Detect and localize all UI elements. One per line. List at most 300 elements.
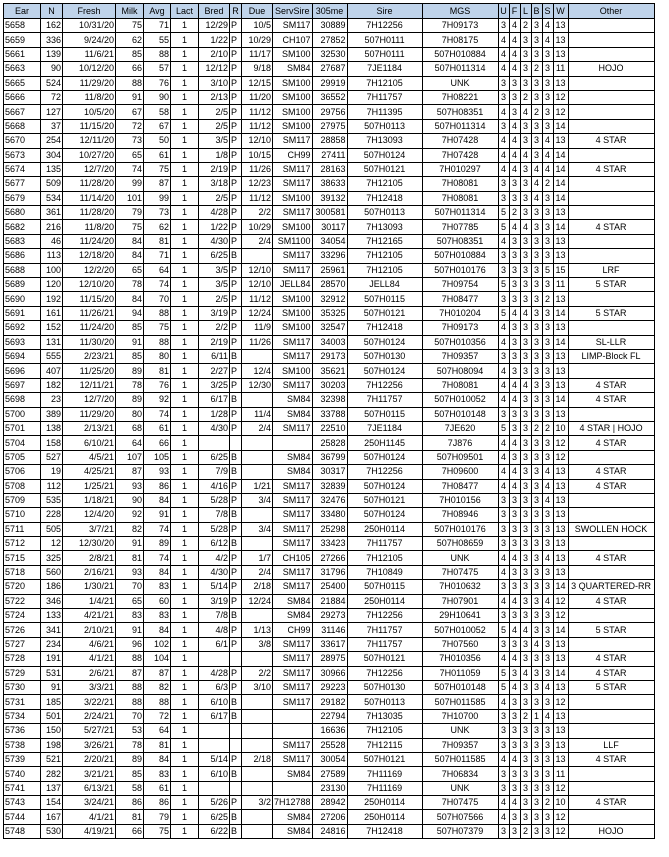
table-cell: 29182 xyxy=(312,695,347,709)
table-cell: 12 xyxy=(553,450,568,464)
table-cell: SM100 xyxy=(273,119,313,133)
table-cell: 35621 xyxy=(312,364,347,378)
table-cell: 7H12256 xyxy=(347,378,422,392)
table-cell: 14 xyxy=(553,623,568,637)
table-cell: SM117 xyxy=(273,752,313,766)
table-cell: SM117 xyxy=(273,652,313,666)
table-cell: 4/1/21 xyxy=(63,652,116,666)
table-cell: 4 xyxy=(498,335,509,349)
table-cell: 7H010632 xyxy=(422,580,498,594)
table-cell: 4 STAR xyxy=(568,220,654,234)
table-cell: 5715 xyxy=(4,551,41,565)
table-row xyxy=(4,551,655,565)
table-cell: 7H08477 xyxy=(422,292,498,306)
table-cell: 4 xyxy=(542,134,553,148)
table-cell: 27266 xyxy=(312,551,347,565)
table-cell: 13 xyxy=(553,19,568,33)
table-cell: 162 xyxy=(41,19,63,33)
table-cell xyxy=(273,709,313,723)
table-cell: 13 xyxy=(553,637,568,651)
table-cell: 5711 xyxy=(4,522,41,536)
table-cell: 3 xyxy=(520,493,531,507)
table-cell: 4/30 xyxy=(199,565,230,579)
table-cell xyxy=(242,709,273,723)
table-cell: 13 xyxy=(553,709,568,723)
table-cell: 3 xyxy=(542,537,553,551)
table-cell: 3 xyxy=(531,249,542,263)
table-cell: 4 xyxy=(509,796,520,810)
table-cell: 5728 xyxy=(4,652,41,666)
table-cell: 3 xyxy=(520,551,531,565)
table-cell: 138 xyxy=(41,421,63,435)
table-row xyxy=(4,479,655,493)
table-cell: 3 xyxy=(531,781,542,795)
table-cell: 1 xyxy=(171,378,199,392)
table-cell: 154 xyxy=(41,796,63,810)
table-cell: 3 xyxy=(520,738,531,752)
table-cell: 3 xyxy=(498,508,509,522)
table-cell: 3 xyxy=(531,695,542,709)
table-cell: 1 xyxy=(171,695,199,709)
table-cell: 7/8 xyxy=(199,609,230,623)
table-cell: 12/10 xyxy=(242,134,273,148)
table-cell: 61 xyxy=(144,421,171,435)
table-cell: 560 xyxy=(41,565,63,579)
table-cell: 3 xyxy=(498,767,509,781)
table-cell: 5 STAR xyxy=(568,278,654,292)
table-cell: 2/19 xyxy=(199,335,230,349)
table-cell: 12/12 xyxy=(199,62,230,76)
table-cell: 3 xyxy=(498,263,509,277)
table-row xyxy=(4,680,655,694)
table-cell: 5698 xyxy=(4,393,41,407)
table-cell: 1 xyxy=(171,335,199,349)
table-cell: 84 xyxy=(144,623,171,637)
table-cell: 93 xyxy=(144,465,171,479)
table-cell: 83 xyxy=(144,767,171,781)
table-cell: 14 xyxy=(553,119,568,133)
table-cell: 3 xyxy=(531,364,542,378)
table-cell: 84 xyxy=(144,565,171,579)
table-cell: 4 xyxy=(509,680,520,694)
table-row xyxy=(4,349,655,363)
table-cell: 3 xyxy=(498,709,509,723)
table-row xyxy=(4,206,655,220)
table-cell: 3 xyxy=(520,119,531,133)
table-cell: 3 xyxy=(542,119,553,133)
table-cell: 7H11757 xyxy=(347,637,422,651)
table-cell: 3 xyxy=(520,62,531,76)
table-cell xyxy=(242,349,273,363)
table-cell: 11/15/20 xyxy=(63,119,116,133)
table-cell xyxy=(568,206,654,220)
table-cell: 507H07379 xyxy=(422,824,498,838)
table-cell: 4/2 xyxy=(199,551,230,565)
table-cell: 3 xyxy=(498,349,509,363)
table-cell: 5667 xyxy=(4,105,41,119)
table-cell: 66 xyxy=(116,824,144,838)
table-cell: 58 xyxy=(116,781,144,795)
table-cell: 4 xyxy=(498,393,509,407)
table-cell: 507H0113 xyxy=(347,695,422,709)
table-cell: 3 xyxy=(542,824,553,838)
table-cell: SM117 xyxy=(273,637,313,651)
table-cell: 3 xyxy=(498,724,509,738)
table-cell xyxy=(568,709,654,723)
table-cell: 3 xyxy=(531,565,542,579)
table-cell: 11/26/21 xyxy=(63,306,116,320)
table-cell: 3 xyxy=(520,680,531,694)
table-cell: 90 xyxy=(41,62,63,76)
table-cell: 4 xyxy=(498,105,509,119)
table-cell: 11 xyxy=(553,767,568,781)
table-cell: 84 xyxy=(144,752,171,766)
table-cell: 10 xyxy=(553,421,568,435)
table-cell: 6/22 xyxy=(199,824,230,838)
table-cell: 73 xyxy=(144,206,171,220)
table-cell: SM117 xyxy=(273,177,313,191)
table-cell: 4 xyxy=(509,752,520,766)
table-cell xyxy=(273,781,313,795)
table-cell: 2/27 xyxy=(199,364,230,378)
table-cell xyxy=(568,292,654,306)
table-cell: 82 xyxy=(144,680,171,694)
table-cell: 4 xyxy=(498,436,509,450)
table-cell: 3 xyxy=(509,450,520,464)
table-cell: 3 xyxy=(520,537,531,551)
table-cell: 6/13/21 xyxy=(63,781,116,795)
table-cell: 3/5 xyxy=(199,278,230,292)
table-cell: SM117 xyxy=(273,249,313,263)
table-cell: 11/6/21 xyxy=(63,47,116,61)
table-cell: P xyxy=(230,680,242,694)
table-cell: 3 xyxy=(542,609,553,623)
table-cell: 7H13093 xyxy=(347,134,422,148)
table-cell: 3 xyxy=(542,450,553,464)
table-cell: 5677 xyxy=(4,177,41,191)
table-cell: 4 xyxy=(498,62,509,76)
table-cell: 3 xyxy=(542,62,553,76)
table-cell: 507H0121 xyxy=(347,752,422,766)
table-cell: 1 xyxy=(171,76,199,90)
table-cell: 5694 xyxy=(4,349,41,363)
table-row xyxy=(4,148,655,162)
table-cell: 12/24 xyxy=(242,594,273,608)
table-cell: 1 xyxy=(171,709,199,723)
table-cell: 3 xyxy=(509,364,520,378)
table-cell: 4 xyxy=(498,378,509,392)
table-cell: 7H09173 xyxy=(422,321,498,335)
table-cell: 7H07785 xyxy=(422,220,498,234)
table-cell: SM117 xyxy=(273,421,313,435)
table-cell: 4/30 xyxy=(199,234,230,248)
table-cell: 1 xyxy=(171,33,199,47)
table-row xyxy=(4,47,655,61)
table-cell: 3 xyxy=(531,810,542,824)
table-cell: 11/12 xyxy=(242,119,273,133)
table-cell: 7H10700 xyxy=(422,709,498,723)
table-cell: 5 xyxy=(498,306,509,320)
table-cell: UNK xyxy=(422,76,498,90)
table-cell: 12/7/20 xyxy=(63,162,116,176)
table-cell: P xyxy=(230,364,242,378)
table-cell: 3 xyxy=(542,652,553,666)
table-cell: 30054 xyxy=(312,752,347,766)
table-cell: 3 xyxy=(542,306,553,320)
table-cell: 91 xyxy=(116,537,144,551)
table-cell: 3 xyxy=(542,206,553,220)
table-cell: 70 xyxy=(116,580,144,594)
table-cell: 152 xyxy=(41,321,63,335)
table-cell: 4 xyxy=(498,465,509,479)
table-cell: 71 xyxy=(144,249,171,263)
table-cell: 6/3 xyxy=(199,680,230,694)
table-cell: P xyxy=(230,335,242,349)
table-cell: 12 xyxy=(41,537,63,551)
table-cell: 3/5 xyxy=(199,134,230,148)
table-cell: 28942 xyxy=(312,796,347,810)
table-cell: 234 xyxy=(41,637,63,651)
table-cell: 7H06834 xyxy=(422,767,498,781)
table-cell: 3 xyxy=(498,637,509,651)
table-cell: 13 xyxy=(553,206,568,220)
table-cell: 3 xyxy=(542,565,553,579)
table-row xyxy=(4,364,655,378)
table-cell: P xyxy=(230,19,242,33)
table-cell: 3 xyxy=(531,292,542,306)
table-cell: 5 xyxy=(498,623,509,637)
table-cell: 507H0113 xyxy=(347,119,422,133)
table-cell: 86 xyxy=(144,479,171,493)
column-header: B xyxy=(531,4,542,19)
table-cell: 3 xyxy=(520,565,531,579)
table-cell: 74 xyxy=(144,407,171,421)
table-cell: 87 xyxy=(144,177,171,191)
table-cell: 67 xyxy=(144,119,171,133)
table-cell: 1 xyxy=(171,62,199,76)
table-cell: 13 xyxy=(553,292,568,306)
table-row xyxy=(4,263,655,277)
table-cell: 12/4 xyxy=(242,364,273,378)
table-cell xyxy=(230,652,242,666)
table-cell: 1 xyxy=(171,148,199,162)
table-body xyxy=(4,19,655,839)
table-row xyxy=(4,249,655,263)
table-cell: 4/28 xyxy=(199,666,230,680)
table-cell: 91 xyxy=(116,335,144,349)
table-cell: 65 xyxy=(116,594,144,608)
table-cell: 5727 xyxy=(4,637,41,651)
table-cell: 524 xyxy=(41,76,63,90)
table-cell xyxy=(242,810,273,824)
table-cell: 1 xyxy=(171,206,199,220)
table-cell: 10/29 xyxy=(242,220,273,234)
table-cell: 2/2 xyxy=(242,666,273,680)
table-cell: P xyxy=(230,306,242,320)
table-cell: 12 xyxy=(553,810,568,824)
table-cell: 1 xyxy=(531,709,542,723)
table-cell: 87 xyxy=(116,666,144,680)
table-cell: 250H0114 xyxy=(347,810,422,824)
table-cell: 2/24/21 xyxy=(63,709,116,723)
table-cell: 6/10/21 xyxy=(63,436,116,450)
table-cell: 12/30 xyxy=(242,378,273,392)
table-cell: 25528 xyxy=(312,738,347,752)
table-cell: 79 xyxy=(144,810,171,824)
table-cell: 3 xyxy=(520,796,531,810)
table-cell: P xyxy=(230,796,242,810)
table-cell: 5665 xyxy=(4,76,41,90)
table-cell: 7/8 xyxy=(199,508,230,522)
table-row xyxy=(4,522,655,536)
table-cell: 1 xyxy=(171,292,199,306)
table-cell: LIMP-Block FL xyxy=(568,349,654,363)
table-row xyxy=(4,335,655,349)
table-cell: P xyxy=(230,278,242,292)
table-cell: 4 xyxy=(509,393,520,407)
table-cell: 3 xyxy=(542,393,553,407)
table-cell: 133 xyxy=(41,609,63,623)
table-cell: 11/24/20 xyxy=(63,234,116,248)
table-cell: 1 xyxy=(171,19,199,33)
table-cell: 2 xyxy=(542,421,553,435)
table-cell: 96 xyxy=(116,637,144,651)
table-cell: SM84 xyxy=(273,407,313,421)
table-cell: 12/29 xyxy=(199,19,230,33)
table-cell: 33296 xyxy=(312,249,347,263)
table-cell: 27589 xyxy=(312,767,347,781)
table-row xyxy=(4,537,655,551)
table-cell: 78 xyxy=(116,378,144,392)
table-cell: 3 xyxy=(542,349,553,363)
table-cell: 33617 xyxy=(312,637,347,651)
table-cell: 105 xyxy=(144,450,171,464)
table-cell: 12 xyxy=(553,781,568,795)
table-cell: 4 xyxy=(509,378,520,392)
table-cell: 5736 xyxy=(4,724,41,738)
table-cell: 3 xyxy=(531,479,542,493)
table-cell: P xyxy=(230,565,242,579)
table-cell: 3 xyxy=(509,609,520,623)
table-cell: 3 xyxy=(520,465,531,479)
table-cell: 13 xyxy=(553,134,568,148)
table-cell xyxy=(568,407,654,421)
table-cell: 6/10 xyxy=(199,695,230,709)
table-cell: 100 xyxy=(41,263,63,277)
table-cell: 3 xyxy=(542,767,553,781)
table-cell: 5/27/21 xyxy=(63,724,116,738)
table-cell: 158 xyxy=(41,436,63,450)
table-cell: 11/8/20 xyxy=(63,220,116,234)
table-cell: 3 xyxy=(520,191,531,205)
table-cell: 5680 xyxy=(4,206,41,220)
table-cell: 74 xyxy=(144,522,171,536)
table-cell: 5670 xyxy=(4,134,41,148)
table-cell xyxy=(568,105,654,119)
table-cell: 131 xyxy=(41,335,63,349)
table-cell: 1/22 xyxy=(199,220,230,234)
column-header: Fresh xyxy=(63,4,116,19)
table-cell: 7H011059 xyxy=(422,666,498,680)
table-cell: 4/6/21 xyxy=(63,637,116,651)
table-cell: 1 xyxy=(171,90,199,104)
table-row xyxy=(4,810,655,824)
table-cell: 7H07901 xyxy=(422,594,498,608)
table-cell: 7H12105 xyxy=(347,249,422,263)
table-cell: 3 xyxy=(542,522,553,536)
table-cell: B xyxy=(230,537,242,551)
table-cell: 4 xyxy=(520,623,531,637)
table-cell: P xyxy=(230,407,242,421)
table-cell: 389 xyxy=(41,407,63,421)
table-cell: 3 xyxy=(520,724,531,738)
table-row xyxy=(4,220,655,234)
table-cell: 7H11757 xyxy=(347,90,422,104)
table-cell: B xyxy=(230,695,242,709)
table-cell: 4/28 xyxy=(199,206,230,220)
table-cell xyxy=(568,191,654,205)
table-cell: 3 xyxy=(520,695,531,709)
table-cell: 5712 xyxy=(4,537,41,551)
table-cell: 1 xyxy=(171,767,199,781)
table-cell: 3 xyxy=(520,522,531,536)
table-cell: 3/4 xyxy=(242,493,273,507)
table-cell: 3 xyxy=(520,349,531,363)
table-cell: 7H08175 xyxy=(422,33,498,47)
table-cell: 3/26/21 xyxy=(63,738,116,752)
table-cell: 507H0124 xyxy=(347,450,422,464)
table-cell: 192 xyxy=(41,292,63,306)
table-cell: 4 xyxy=(520,378,531,392)
table-cell: 7H07475 xyxy=(422,565,498,579)
table-cell: 6/1 xyxy=(199,637,230,651)
table-cell: SM84 xyxy=(273,393,313,407)
table-cell: 4 STAR xyxy=(568,652,654,666)
table-cell: UNK xyxy=(422,724,498,738)
table-cell: 1 xyxy=(171,47,199,61)
table-cell: 5743 xyxy=(4,796,41,810)
table-cell: 72 xyxy=(41,90,63,104)
table-cell: 7H11757 xyxy=(347,537,422,551)
table-cell: 3 xyxy=(509,508,520,522)
table-cell: 1/18/21 xyxy=(63,493,116,507)
table-cell: 1 xyxy=(171,565,199,579)
table-cell: 78 xyxy=(116,278,144,292)
table-cell: 5 xyxy=(498,421,509,435)
table-cell: 88 xyxy=(116,76,144,90)
table-cell: 1 xyxy=(171,364,199,378)
table-cell: 87 xyxy=(116,465,144,479)
table-cell: 25961 xyxy=(312,263,347,277)
table-cell: 507H0111 xyxy=(347,47,422,61)
table-cell: P xyxy=(230,191,242,205)
table-cell: 11/29/20 xyxy=(63,76,116,90)
table-cell: 254 xyxy=(41,134,63,148)
table-cell: 3 xyxy=(542,637,553,651)
table-cell xyxy=(242,249,273,263)
table-cell: 90 xyxy=(116,493,144,507)
table-cell: 1 xyxy=(171,752,199,766)
table-cell: 11/9 xyxy=(242,321,273,335)
table-cell: 3 xyxy=(509,580,520,594)
table-cell: 1 xyxy=(171,321,199,335)
table-cell: SM100 xyxy=(273,76,313,90)
table-cell: SM1100 xyxy=(273,234,313,248)
table-cell: SM117 xyxy=(273,680,313,694)
table-cell: 88 xyxy=(144,47,171,61)
table-cell: 3 xyxy=(509,421,520,435)
table-cell: SM84 xyxy=(273,465,313,479)
